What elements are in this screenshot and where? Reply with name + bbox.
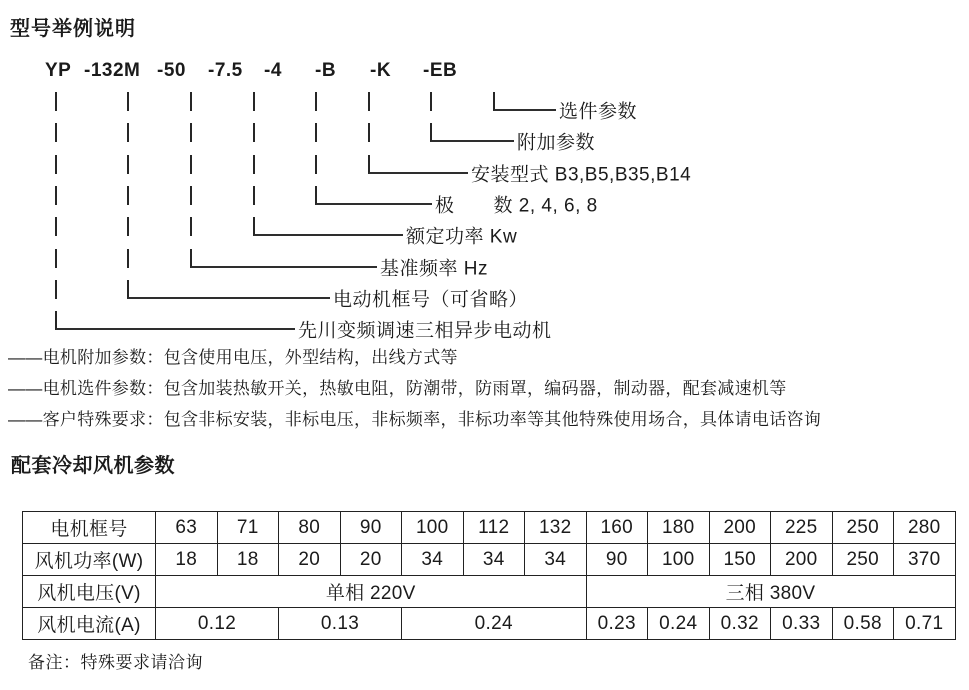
diagram-pipe [315,123,317,142]
diagram-pipe [55,249,57,268]
diagram-pipe [127,155,129,174]
diagram-corner-line [253,217,403,236]
diagram-corner-line [190,249,377,268]
value-cell: 0.71 [894,608,956,640]
value-cell: 112 [463,512,525,544]
value-cell: 0.13 [279,608,402,640]
value-cell: 20 [279,544,341,576]
model-code-segment: -132M [84,60,141,81]
value-cell: 200 [771,544,833,576]
diagram-pipe [253,186,255,205]
note-line: ——电机附加参数：包含使用电压，外型结构，出线方式等 [8,348,458,367]
remark-note: 备注：特殊要求请洽询 [28,653,203,672]
branch-label: 额定功率 Kw [406,226,518,248]
value-cell: 100 [402,512,464,544]
value-cell: 280 [894,512,956,544]
note-line: ——电机选件参数：包含加装热敏开关，热敏电阻，防潮带，防雨罩，编码器，制动器，配套减速机等 [8,379,787,398]
branch-label: 附加参数 [517,132,596,154]
value-cell: 0.24 [402,608,587,640]
diagram-pipe [253,155,255,174]
value-cell: 250 [832,544,894,576]
diagram-pipe [55,92,57,111]
diagram-corner-line [55,311,295,330]
value-cell: 90 [340,512,402,544]
value-cell: 150 [709,544,771,576]
diagram-pipe [190,92,192,111]
diagram-pipe [127,249,129,268]
fan-table-row [23,576,956,608]
model-code-segment: -K [370,60,392,81]
diagram-corner-line [493,92,556,111]
row-label-cell: 电机框号 [23,512,156,544]
branch-label: 基准频率 Hz [380,258,489,280]
model-code-segment: -EB [423,60,458,81]
value-cell: 18 [217,544,279,576]
diagram-pipe [368,123,370,142]
value-cell: 132 [525,512,587,544]
model-code-segment: -B [315,60,337,81]
diagram-pipe [430,92,432,111]
page-title: 型号举例说明 [10,18,136,40]
fan-table-row [23,544,956,576]
diagram-pipe [55,155,57,174]
value-cell: 34 [525,544,587,576]
diagram-pipe [55,280,57,299]
value-cell: 63 [156,512,218,544]
value-cell: 100 [648,544,710,576]
diagram-pipe [253,92,255,111]
value-cell: 0.32 [709,608,771,640]
fan-table [22,511,956,640]
value-cell: 34 [463,544,525,576]
diagram-pipe [190,186,192,205]
diagram-pipe [127,186,129,205]
value-cell: 370 [894,544,956,576]
branch-label: 电动机框号（可省略） [333,289,529,311]
value-cell: 0.24 [648,608,710,640]
diagram-pipe [315,155,317,174]
fan-table-row [23,608,956,640]
value-cell: 180 [648,512,710,544]
model-code-segment: -4 [264,60,282,81]
value-cell: 0.58 [832,608,894,640]
value-cell: 200 [709,512,771,544]
value-cell: 160 [586,512,648,544]
diagram-pipe [127,92,129,111]
branch-label: 选件参数 [559,101,638,123]
value-cell: 250 [832,512,894,544]
branch-label: 安装型式 B3,B5,B35,B14 [471,164,692,186]
model-code-segment: -50 [157,60,186,81]
diagram-pipe [190,217,192,236]
value-cell: 34 [402,544,464,576]
value-cell: 0.12 [156,608,279,640]
fan-section-title: 配套冷却风机参数 [11,455,175,477]
row-label-cell: 风机电压(V) [23,576,156,608]
row-label-cell: 风机功率(W) [23,544,156,576]
value-cell: 三相 380V [586,576,955,608]
diagram-pipe [55,123,57,142]
value-cell: 0.33 [771,608,833,640]
diagram-pipe [127,123,129,142]
diagram-pipe [253,123,255,142]
diagram-pipe [190,155,192,174]
value-cell: 20 [340,544,402,576]
diagram-pipe [127,217,129,236]
diagram-corner-line [315,186,432,205]
model-code-segment: -7.5 [208,60,243,81]
fan-table-body [23,512,956,640]
value-cell: 18 [156,544,218,576]
row-label-cell: 风机电流(A) [23,608,156,640]
model-code-segment: YP [45,60,72,81]
value-cell: 225 [771,512,833,544]
diagram-pipe [368,92,370,111]
diagram-pipe [190,123,192,142]
diagram-pipe [55,186,57,205]
fan-table-row [23,512,956,544]
branch-label: 极 数 2, 4, 6, 8 [435,195,598,217]
branch-label: 先川变频调速三相异步电动机 [298,320,552,342]
diagram-pipe [55,217,57,236]
value-cell: 90 [586,544,648,576]
diagram-corner-line [368,155,468,174]
value-cell: 71 [217,512,279,544]
diagram-pipe [315,92,317,111]
diagram-corner-line [430,123,514,142]
value-cell: 0.23 [586,608,648,640]
value-cell: 80 [279,512,341,544]
diagram-corner-line [127,280,330,299]
value-cell: 单相 220V [156,576,587,608]
note-line: ——客户特殊要求：包含非标安装，非标电压，非标频率，非标功率等其他特殊使用场合，具体请电话咨询 [8,410,822,429]
